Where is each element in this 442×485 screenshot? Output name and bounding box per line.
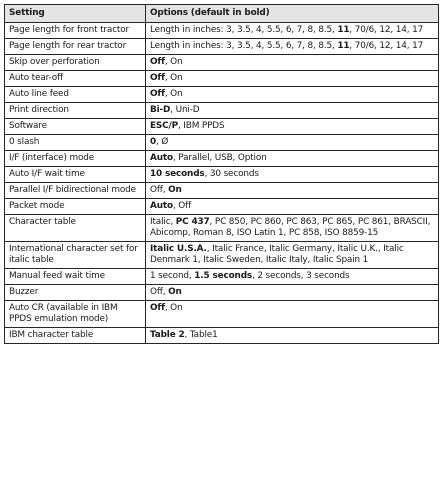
option-text: 1 second, (150, 271, 195, 281)
option-text: , Parallel, USB, Option (172, 153, 267, 163)
setting-name-cell: Auto tear-off (5, 71, 146, 87)
table-row (5, 103, 439, 119)
option-text: , Italic France, Italic Germany, Italic U.K., Italic Denmark 1, Italic Sweden, Italic Italy, Italic Spain 1 (150, 244, 404, 265)
setting-options-cell (146, 39, 439, 55)
table-body (5, 23, 439, 344)
setting-options-cell (146, 135, 439, 151)
option-text: , Off (172, 201, 192, 211)
setting-options-cell (146, 87, 439, 103)
setting-options-cell (146, 183, 439, 199)
table-row (5, 39, 439, 55)
default-option-text: Auto (150, 153, 173, 163)
table-row (5, 135, 439, 151)
table-row (5, 151, 439, 167)
option-text: , 70/6, 12, 14, 17 (349, 25, 424, 35)
option-text: , On (164, 303, 183, 313)
table-row (5, 215, 439, 242)
setting-name-cell: Buzzer (5, 285, 146, 301)
table-row (5, 199, 439, 215)
column-header-setting: Setting (5, 5, 146, 23)
setting-name-cell: Manual feed wait time (5, 269, 146, 285)
table-row (5, 71, 439, 87)
table-row (5, 167, 439, 183)
default-option-text: On (168, 287, 182, 297)
setting-name-cell: Auto line feed (5, 87, 146, 103)
setting-options-cell (146, 199, 439, 215)
setting-name-cell: I/F (interface) mode (5, 151, 146, 167)
table-row (5, 328, 439, 344)
setting-name-cell: Packet mode (5, 199, 146, 215)
default-option-text: Italic U.S.A. (150, 244, 207, 254)
option-text: , Uni-D (170, 105, 200, 115)
setting-options-cell (146, 151, 439, 167)
option-text: , On (164, 89, 183, 99)
table-row (5, 55, 439, 71)
table-row (5, 87, 439, 103)
default-option-text: 0 (150, 137, 157, 147)
table-header-row (5, 5, 439, 23)
settings-table (4, 4, 439, 344)
default-option-text: Off (150, 73, 165, 83)
option-text: , Table1 (184, 330, 218, 340)
table-row (5, 183, 439, 199)
table-row (5, 301, 439, 328)
setting-options-cell (146, 55, 439, 71)
setting-options-cell (146, 328, 439, 344)
option-text: Off, (150, 185, 169, 195)
setting-options-cell (146, 269, 439, 285)
default-option-text: 10 seconds (150, 169, 205, 179)
option-text: Length in inches: 3, 3.5, 4, 5.5, 6, 7, 8, 8.5, (150, 25, 338, 35)
settings-document (4, 4, 439, 344)
setting-name-cell: 0 slash (5, 135, 146, 151)
setting-name-cell: International character set for italic table (5, 242, 146, 269)
default-option-text: 1.5 seconds (194, 271, 253, 281)
default-option-text: Auto (150, 201, 173, 211)
setting-name-cell: Software (5, 119, 146, 135)
setting-options-cell (146, 103, 439, 119)
setting-options-cell (146, 242, 439, 269)
default-option-text: ESC/P (150, 121, 178, 131)
default-option-text: PC 437 (175, 217, 210, 227)
default-option-text: 11 (337, 25, 350, 35)
table-row (5, 285, 439, 301)
setting-options-cell (146, 215, 439, 242)
default-option-text: 11 (337, 41, 350, 51)
option-text: , 30 seconds (204, 169, 259, 179)
option-text: , On (164, 73, 183, 83)
table-row (5, 23, 439, 39)
table-row (5, 242, 439, 269)
setting-name-cell: Parallel I/F bidirectional mode (5, 183, 146, 199)
default-option-text: Off (150, 57, 165, 67)
setting-name-cell: Skip over perforation (5, 55, 146, 71)
default-option-text: Table 2 (150, 330, 185, 340)
default-option-text: Off (150, 303, 165, 313)
setting-name-cell: Page length for front tractor (5, 23, 146, 39)
setting-options-cell (146, 23, 439, 39)
option-text: , IBM PPDS (177, 121, 225, 131)
option-text: , Ø (156, 137, 169, 147)
table-row (5, 119, 439, 135)
option-text: , On (164, 57, 183, 67)
setting-options-cell (146, 301, 439, 328)
setting-options-cell (146, 119, 439, 135)
column-header-options: Options (default in bold) (146, 5, 439, 23)
option-text: , 2 seconds, 3 seconds (252, 271, 350, 281)
option-text: , PC 850, PC 860, PC 863, PC 865, PC 861, BRASCII, Abicomp, Roman 8, ISO Latin 1, PC 858, ISO 8859-15 (150, 217, 431, 238)
setting-name-cell: Print direction (5, 103, 146, 119)
option-text: Length in inches: 3, 3.5, 4, 5.5, 6, 7, 8, 8.5, (150, 41, 338, 51)
setting-options-cell (146, 71, 439, 87)
setting-options-cell (146, 167, 439, 183)
default-option-text: Off (150, 89, 165, 99)
setting-name-cell: Auto I/F wait time (5, 167, 146, 183)
setting-name-cell: Character table (5, 215, 146, 242)
default-option-text: Bi-D (150, 105, 171, 115)
option-text: , 70/6, 12, 14, 17 (349, 41, 424, 51)
setting-name-cell: IBM character table (5, 328, 146, 344)
setting-options-cell (146, 285, 439, 301)
option-text: Italic, (150, 217, 176, 227)
setting-name-cell: Page length for rear tractor (5, 39, 146, 55)
default-option-text: On (168, 185, 182, 195)
option-text: Off, (150, 287, 169, 297)
table-row (5, 269, 439, 285)
setting-name-cell: Auto CR (available in IBM PPDS emulation mode) (5, 301, 146, 328)
